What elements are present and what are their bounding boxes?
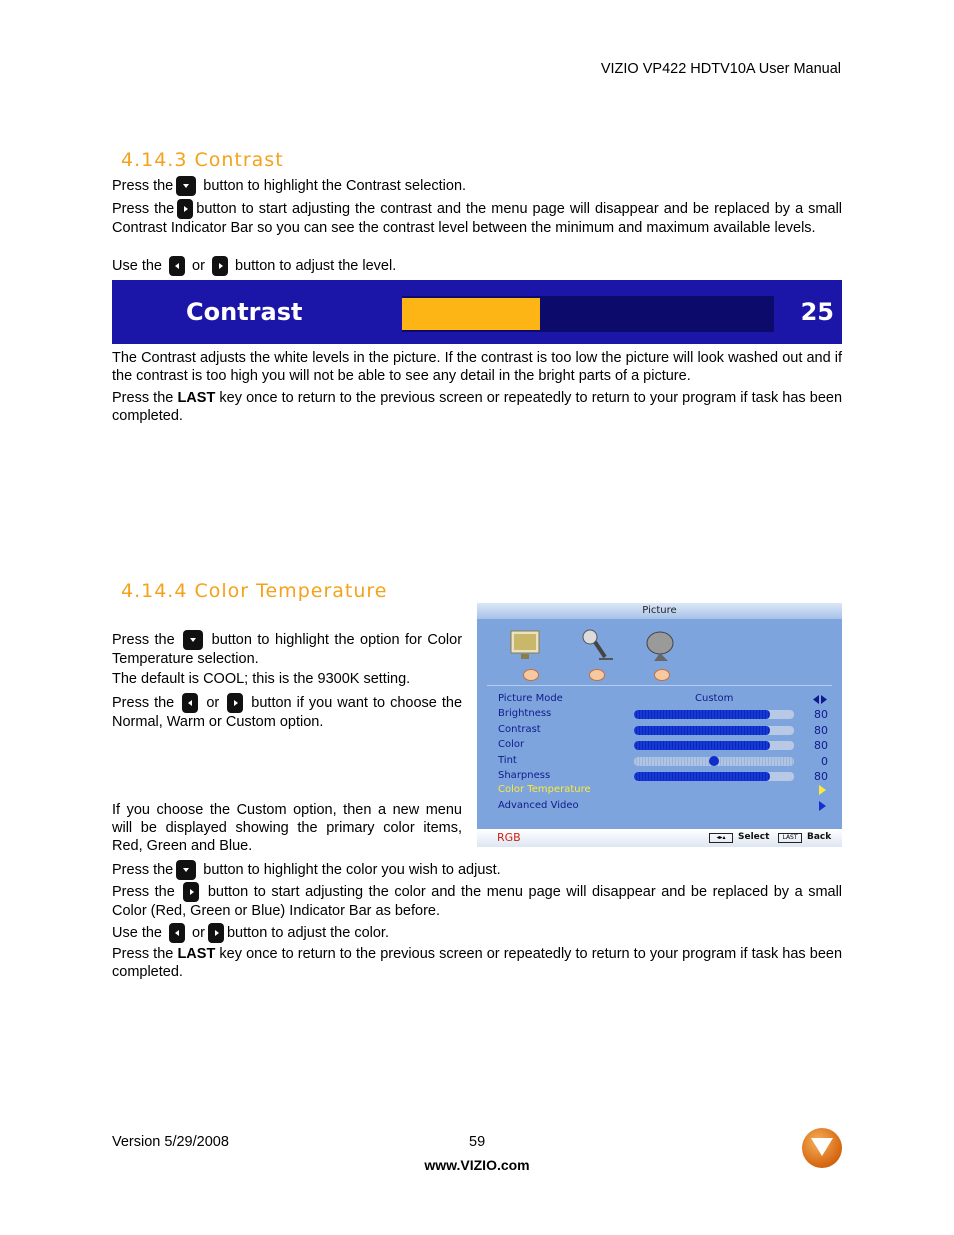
osd-select-hint: Select xyxy=(738,832,770,842)
osd-bottom-bar xyxy=(477,829,842,847)
osd-item-label[interactable]: Contrast xyxy=(498,724,541,735)
osd-item-value: 80 xyxy=(814,770,828,783)
picture-menu-screenshot xyxy=(477,603,842,847)
osd-item-label[interactable]: Color xyxy=(498,739,525,750)
left-right-arrows-icon xyxy=(813,695,827,704)
osd-level-slider-fill xyxy=(634,710,770,719)
manual-title: VIZIO VP422 HDTV10A User Manual xyxy=(600,61,841,77)
osd-tint-slider[interactable] xyxy=(634,757,794,766)
color-temp-para-7: Use the or button to adjust the color. xyxy=(112,923,842,943)
color-temp-para-2: The default is COOL; this is the 9300K setting. xyxy=(112,671,411,687)
osd-item-value: 80 xyxy=(814,708,828,721)
osd-divider xyxy=(487,685,832,686)
contrast-level-fill xyxy=(402,298,540,330)
vizio-logo-icon xyxy=(802,1128,842,1168)
osd-rgb-label: RGB xyxy=(497,831,521,844)
setup-satellite-icon xyxy=(640,625,680,665)
osd-back-hint: Back xyxy=(807,832,832,842)
osd-level-slider[interactable] xyxy=(634,710,794,719)
color-temp-para-8: Press the LAST key once to return to the previous screen or repeatedly to return to your program if task has been completed. xyxy=(112,946,843,980)
osd-level-slider-fill xyxy=(634,726,770,735)
osd-level-slider-fill xyxy=(634,741,770,750)
footer-url[interactable]: www.VIZIO.com xyxy=(424,1157,530,1173)
osd-level-slider-fill xyxy=(634,772,770,781)
osd-color-temperature-label[interactable]: Color Temperature xyxy=(498,784,591,795)
left-button-icon xyxy=(182,693,198,713)
osd-title: Picture xyxy=(477,603,842,619)
osd-picture-mode-value: Custom xyxy=(695,693,734,704)
footer-version: Version 5/29/2008 xyxy=(112,1134,229,1150)
osd-picture-mode-label[interactable]: Picture Mode xyxy=(498,693,563,704)
color-temp-para-3: Press the or button if you want to choose the Normal, Warm or Custom option. xyxy=(112,694,463,730)
right-button-icon xyxy=(177,199,193,219)
color-temp-para-4: If you choose the Custom option, then a new menu will be displayed showing the primary color items, Red, Green and Blue. xyxy=(112,802,462,854)
down-button-icon xyxy=(176,860,196,880)
left-button-icon xyxy=(169,256,185,276)
osd-tint-slider-thumb[interactable] xyxy=(709,756,719,766)
osd-item-value: 80 xyxy=(814,724,828,737)
color-temperature-heading: 4.14.4 Color Temperature xyxy=(121,580,388,602)
contrast-para-5: Press the LAST key once to return to the previous screen or repeatedly to return to your program if task has been completed. xyxy=(112,390,843,424)
color-temp-para-6: Press the button to start adjusting the color and the menu page will disappear and be replaced by a small Color (Red, Green or Blue) Indicator Bar as before. xyxy=(112,883,843,919)
osd-level-slider[interactable] xyxy=(634,772,794,781)
advanced-video-submenu-arrow-icon[interactable] xyxy=(819,801,826,811)
osd-item-label[interactable]: Sharpness xyxy=(498,770,551,781)
down-button-icon xyxy=(176,176,196,196)
contrast-para-4: The Contrast adjusts the white levels in the picture. If the contrast is too low the picture will look washed out and if the contrast is too high you will not be able to see any detail in the bright parts of a picture. xyxy=(112,350,842,384)
contrast-indicator-label: Contrast xyxy=(186,298,303,326)
down-button-icon xyxy=(183,630,203,650)
osd-level-slider[interactable] xyxy=(634,726,794,735)
page-number: 59 xyxy=(469,1134,486,1150)
left-button-icon xyxy=(169,923,185,943)
contrast-level-track xyxy=(402,296,774,332)
right-button-icon xyxy=(208,923,224,943)
right-button-icon xyxy=(227,693,243,713)
last-key-icon: LAST xyxy=(778,833,802,843)
contrast-para-2: Press the button to start adjusting the contrast and the menu page will disappear and be replaced by a small Contrast Indicator Bar so you can see the contrast level between the minimum and maximum available levels. xyxy=(112,200,843,236)
picture-tv-icon xyxy=(505,625,545,665)
nav-keys-icon: ◂▸▴ xyxy=(709,833,733,843)
color-temp-para-5: Press the button to highlight the color you wish to adjust. xyxy=(112,860,842,880)
contrast-indicator-bar xyxy=(112,280,842,344)
osd-item-label[interactable]: Tint xyxy=(498,755,517,766)
color-temperature-submenu-arrow-icon[interactable] xyxy=(819,785,826,795)
osd-item-value: 0 xyxy=(821,755,828,768)
contrast-para-3: Use the or button to adjust the level. xyxy=(112,256,842,276)
picture-tab-arrow-icon xyxy=(523,669,539,681)
audio-tab-arrow-icon xyxy=(589,669,605,681)
right-button-icon xyxy=(183,882,199,902)
osd-item-label[interactable]: Brightness xyxy=(498,708,552,719)
contrast-heading: 4.14.3 Contrast xyxy=(121,149,284,171)
osd-item-value: 80 xyxy=(814,739,828,752)
contrast-indicator-value: 25 xyxy=(800,298,834,326)
color-temp-para-1: Press the button to highlight the option for Color Temperature selection. xyxy=(112,631,463,667)
right-button-icon xyxy=(212,256,228,276)
audio-microphone-icon xyxy=(575,625,615,665)
osd-advanced-video-label[interactable]: Advanced Video xyxy=(498,800,579,811)
contrast-para-1: Press the button to highlight the Contrast selection. xyxy=(112,176,842,196)
osd-level-slider[interactable] xyxy=(634,741,794,750)
setup-tab-arrow-icon xyxy=(654,669,670,681)
